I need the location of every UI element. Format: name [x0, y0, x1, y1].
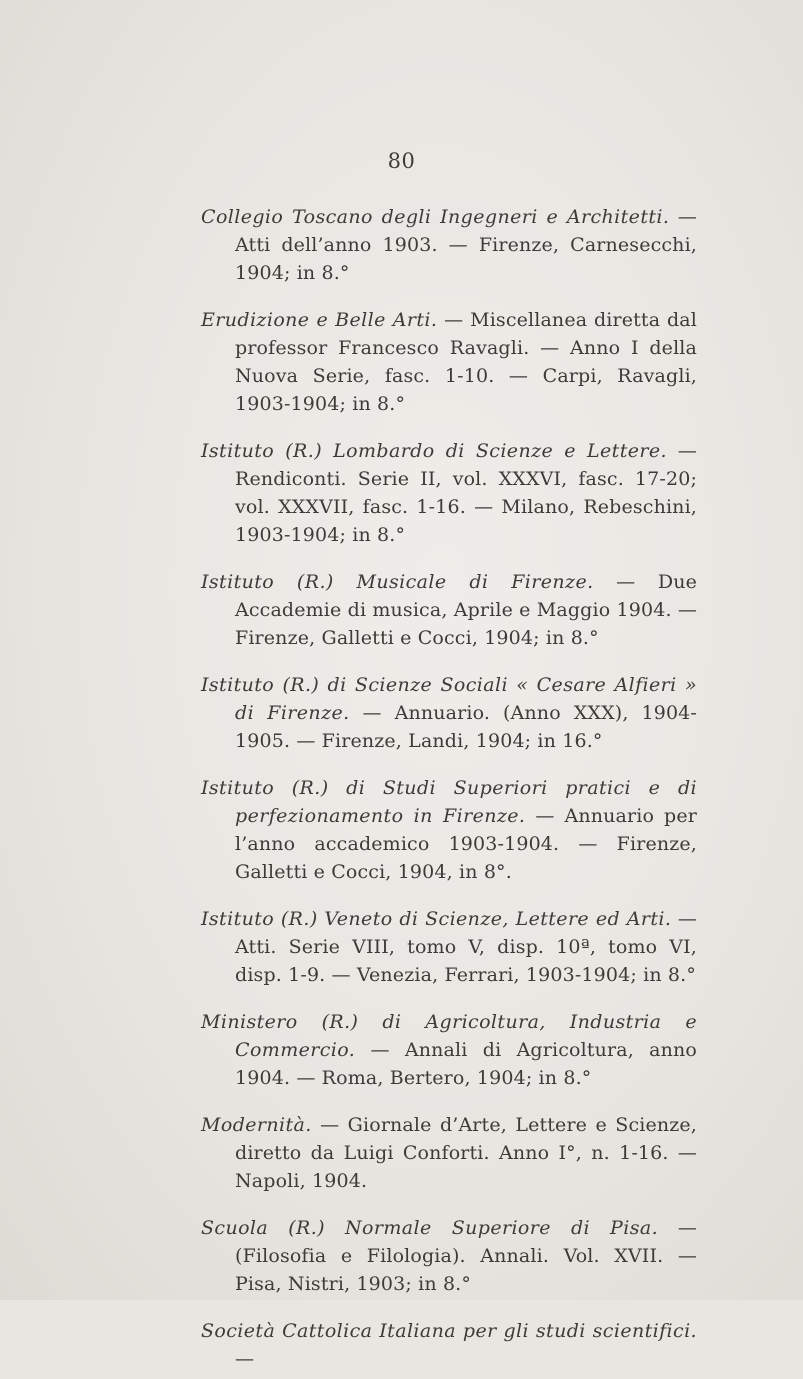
page-number: 80 — [387, 149, 416, 173]
entry-institution: Erudizione e Belle Arti. — [201, 309, 438, 331]
bibliography-entry — [201, 671, 697, 755]
entry-institution: Istituto (R.) di Studi Superiori pratici e di perfezionamento in Firenze. — [201, 777, 697, 827]
entry-institution: Società Cattolica Italiana per gli studi scientifici. — [201, 1320, 697, 1342]
entry-institution: Ministero (R.) di Agricoltura, Industria e Commercio. — [201, 1011, 697, 1061]
entry-details: — Due Accademie di musica, Aprile e Maggio 1904. — Firenze, Galletti e Cocci, 1904; in 8.° — [235, 571, 697, 649]
entry-details: — Annuario. (Anno XXX), 1904-1905. — Firenze, Landi, 1904; in 16.° — [235, 702, 697, 752]
bibliography-entry — [201, 568, 697, 652]
bibliography-entry — [201, 1317, 697, 1373]
entry-details: — Annali di Agricoltura, anno 1904. — Roma, Bertero, 1904; in 8.° — [235, 1039, 697, 1089]
entry-details: — Miscellanea diretta dal professor Francesco Ravagli. — Anno I della Nuova Serie, fasc. 1-10. — Carpi, Ravagli, 1903-1904; in 8.° — [235, 309, 697, 415]
entry-details: — (Filosofia e Filologia). Annali. Vol. XVII. — Pisa, Nistri, 1903; in 8.° — [235, 1217, 697, 1295]
entry-institution: Modernità. — [201, 1114, 312, 1136]
entry-details: — Rendiconti. Serie II, vol. XXXVI, fasc. 17-20; vol. XXXVII, fasc. 1-16. — Milano, Rebeschini, 1903-1904; in 8.° — [235, 440, 697, 546]
entry-institution: Collegio Toscano degli Ingegneri e Architetti. — [201, 206, 670, 228]
entry-details: — Atti dell’anno 1903. — Firenze, Carnesecchi, 1904; in 8.° — [235, 206, 698, 284]
bibliography-list — [201, 184, 697, 1379]
entry-details: — Giornale d’Arte, Lettere e Scienze, diretto da Luigi Conforti. Anno I°, n. 1-16. — Napoli, 1904. — [235, 1114, 697, 1192]
entry-institution: Scuola (R.) Normale Superiore di Pisa. — [201, 1217, 659, 1239]
entry-institution: Istituto (R.) Lombardo di Scienze e Lettere. — [201, 440, 667, 462]
entry-details: — Annuario per l’anno accademico 1903-1904. — Firenze, Galletti e Cocci, 1904, in 8°. — [235, 805, 697, 883]
bibliography-entry — [201, 437, 697, 549]
entry-institution: Istituto (R.) Veneto di Scienze, Lettere ed Arti. — [201, 908, 672, 930]
bibliography-entry — [201, 774, 697, 886]
bibliography-entry — [201, 1214, 697, 1298]
bibliography-entry — [201, 1008, 697, 1092]
bibliography-entry — [201, 905, 697, 989]
entry-details: — Atti. Serie VIII, tomo V, disp. 10ª, tomo VI, disp. 1-9. — Venezia, Ferrari, 1903-1904; in 8.° — [235, 908, 697, 986]
bibliography-entry — [201, 203, 697, 287]
bibliography-entry — [201, 1111, 697, 1195]
bibliography-entry — [201, 306, 697, 418]
entry-details: — — [235, 1348, 255, 1370]
entry-institution: Istituto (R.) Musicale di Firenze. — [201, 571, 594, 593]
entry-institution: Istituto (R.) di Scienze Sociali « Cesare Alfieri » di Firenze. — [201, 674, 697, 724]
